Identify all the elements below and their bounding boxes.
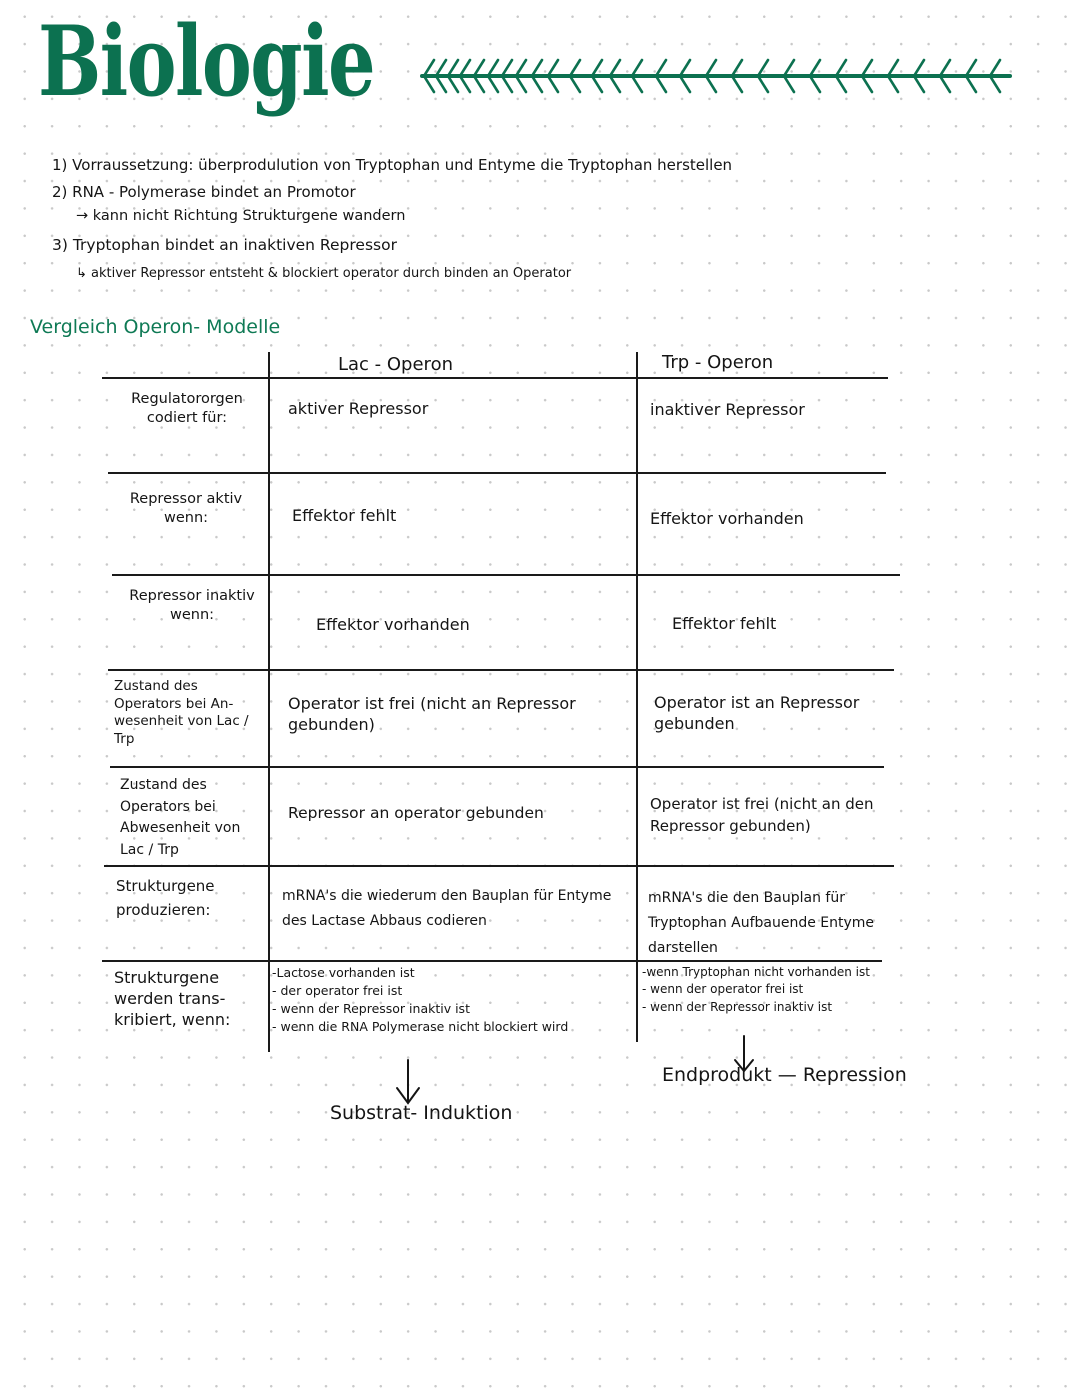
- table-divider-1: [268, 352, 270, 1052]
- row-rule: [104, 865, 894, 867]
- table-divider-2: [636, 352, 638, 1042]
- cell-lac: aktiver Repressor: [288, 399, 429, 418]
- list-item: -Lactose vorhanden ist: [272, 965, 415, 980]
- cell-lac: Repressor an operator gebunden: [288, 804, 544, 822]
- cell-trp: inaktiver Repressor: [650, 400, 805, 419]
- cell-lac: Effektor vorhanden: [316, 615, 470, 634]
- cell-trp: Effektor vorhanden: [650, 509, 804, 528]
- note-2: 2) RNA - Polymerase bindet an Promotor: [52, 183, 356, 201]
- section-heading: Vergleich Operon- Modelle: [30, 316, 281, 338]
- cell-lac: Effektor fehlt: [292, 506, 397, 525]
- column-header-lac: Lac - Operon: [338, 354, 453, 375]
- list-item: - wenn der Repressor inaktiv ist: [272, 1001, 470, 1017]
- list-item: - wenn der Repressor inaktiv ist: [642, 999, 833, 1014]
- row-rule: [112, 574, 900, 576]
- row-rule: [108, 669, 894, 671]
- cell-lac-list: [272, 964, 568, 1037]
- row-label: Strukturgene produzieren:: [116, 877, 215, 919]
- row-label: Repressor inaktiv wenn:: [129, 588, 255, 623]
- conclusion-trp: Endprodukt — Repression: [662, 1064, 907, 1086]
- list-item: -wenn Tryptophan nicht vorhanden ist: [642, 965, 870, 979]
- column-header-trp: Trp - Operon: [662, 352, 774, 373]
- list-item: - wenn die RNA Polymerase nicht blockiert wird: [272, 1019, 569, 1035]
- cell-trp-list: [642, 964, 870, 1016]
- row-label: Zustand des Operators bei An-wesenheit von Lac / Trp: [114, 678, 249, 747]
- note-3-detail: ↳ aktiver Repressor entsteht & blockiert operator durch binden an Operator: [76, 266, 572, 281]
- table-header-rule: [102, 377, 888, 379]
- note-1: 1) Vorraussetzung: überprodulution von Tryptophan und Entyme die Tryptophan herstellen: [52, 156, 733, 174]
- page-title: Biologie: [38, 5, 375, 118]
- row-label: Repressor aktiv wenn:: [129, 491, 243, 526]
- row-label: Regulatororgen codiert für:: [131, 391, 243, 426]
- cell-trp: mRNA's die den Bauplan für Tryptophan Aufbauende Entyme darstellen: [648, 890, 875, 957]
- cell-lac: mRNA's die wiederum den Bauplan für Entyme des Lactase Abbaus codieren: [282, 888, 612, 930]
- row-rule: [110, 766, 884, 768]
- note-2-detail: → kann nicht Richtung Strukturgene wandern: [76, 208, 406, 224]
- herringbone-arrow-icon: [420, 56, 1015, 96]
- row-rule: [108, 472, 886, 474]
- cell-trp: Operator ist frei (nicht an den Repressor gebunden): [650, 795, 874, 835]
- cell-trp: Operator ist an Repressor gebunden: [654, 693, 860, 733]
- row-label: Zustand des Operators bei Abwesenheit von Lac / Trp: [120, 777, 241, 859]
- row-label: Strukturgene werden trans-kribiert, wenn:: [114, 968, 231, 1029]
- list-item: - wenn der operator frei ist: [642, 982, 804, 997]
- note-3: 3) Tryptophan bindet an inaktiven Repressor: [52, 236, 397, 254]
- cell-lac: Operator ist frei (nicht an Repressor gebunden): [288, 694, 576, 734]
- conclusion-lac: Substrat- Induktion: [330, 1102, 513, 1124]
- list-item: - der operator frei ist: [272, 983, 403, 999]
- cell-trp: Effektor fehlt: [672, 614, 777, 633]
- down-arrow-icon: [394, 1058, 422, 1106]
